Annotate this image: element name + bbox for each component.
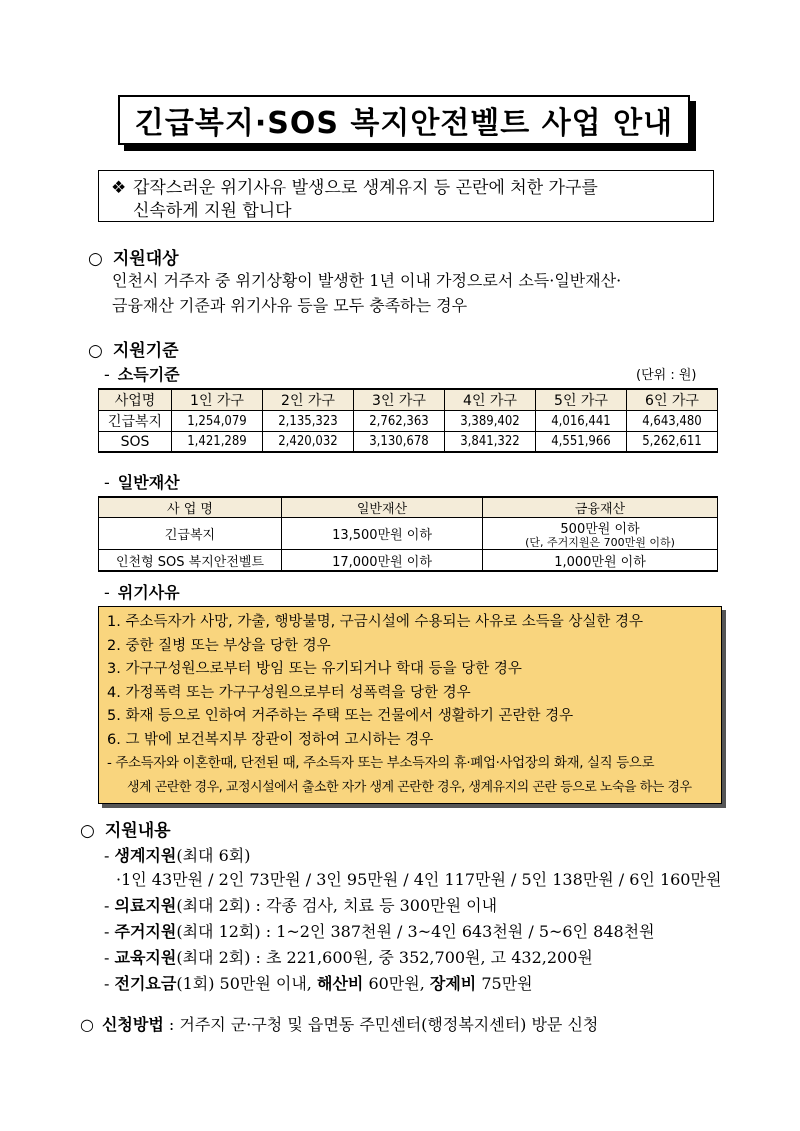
table-row: [99, 550, 718, 572]
asset-header-cell: 금융재산: [483, 497, 718, 518]
table-cell: 1,254,079: [172, 411, 263, 432]
table-cell: 13,500만원 이하: [282, 518, 483, 550]
section-heading-support: ○ 지원내용: [80, 821, 171, 841]
list-item: 5. 화재 등으로 인하여 거주하는 주택 또는 건물에서 생활하기 곤란한 경우: [107, 708, 574, 724]
table-row: [99, 432, 718, 453]
support-living-detail: ·1인 43만원 / 2인 73만원 / 3인 95만원 / 4인 117만원 / 5인 138만원 / 6인 160만원: [116, 870, 722, 889]
list-item: 1. 주소득자가 사망, 가출, 행방불명, 구금시설에 수용되는 사유로 소득을 상실한 경우: [107, 614, 643, 630]
target-description: 인천시 거주자 중 위기상황이 발생한 1년 이내 가정으로서 소득·일반재산· 금융재산 기준과 위기사유 등을 모두 충족하는 경우: [112, 271, 622, 315]
asset-table: [98, 496, 718, 572]
table-cell: 3,841,322: [445, 432, 536, 453]
table-cell: 긴급복지: [99, 518, 282, 550]
table-cell: 인천형 SOS 복지안전벨트: [99, 550, 282, 572]
income-header-cell: 1인 가구: [172, 389, 263, 411]
asset-header-row: [99, 497, 718, 518]
subheading-income: - 소득기준: [104, 365, 180, 384]
support-education: - 교육지원(최대 2회) : 초 221,600원, 중 352,700원, 고 432,200원: [104, 948, 593, 967]
support-living: - 생계지원(최대 6회): [104, 846, 251, 865]
asset-header-cell: 일반재산: [282, 497, 483, 518]
table-cell: 3,389,402: [445, 411, 536, 432]
income-header-cell: 2인 가구: [263, 389, 354, 411]
income-table: [98, 388, 718, 453]
table-cell: 1,000만원 이하: [483, 550, 718, 572]
table-cell: 2,135,323: [263, 411, 354, 432]
table-cell: 2,420,032: [263, 432, 354, 453]
table-row: [99, 518, 718, 550]
support-medical: - 의료지원(최대 2회) : 각종 검사, 치료 등 300만원 이내: [104, 896, 498, 915]
table-cell: 4,551,966: [536, 432, 627, 453]
income-header-row: [99, 389, 718, 411]
crisis-box: [98, 606, 722, 804]
asset-header-cell: 사 업 명: [99, 497, 282, 518]
income-header-cell: 6인 가구: [627, 389, 718, 411]
section-apply: ○ 신청방법 : 거주지 군·구청 및 읍면동 주민센터(행정복지센터) 방문 신청: [80, 1015, 599, 1034]
asset-note: (단, 주거지원은 700만원 이하): [525, 536, 675, 549]
diamond-bullet-icon: ❖: [111, 178, 127, 198]
intro-box: [98, 170, 714, 222]
income-header-cell: 3인 가구: [354, 389, 445, 411]
crisis-note-line-2: 생계 곤란한 경우, 교정시설에서 출소한 자가 생계 곤란한 경우, 생계유지의 곤란 등으로 노숙을 하는 경우: [127, 779, 692, 795]
subheading-crisis: - 위기사유: [104, 583, 180, 602]
list-item: 6. 그 밖에 보건복지부 장관이 정하여 고시하는 경우: [107, 731, 434, 748]
list-item: 3. 가구구성원으로부터 방임 또는 유기되거나 학대 등을 당한 경우: [107, 661, 522, 677]
crisis-note-line-1: - 주소득자와 이혼한때, 단전된 때, 주소득자 또는 부소득자의 휴·폐업·사업장의 화재, 실직 등으로: [107, 755, 655, 771]
table-cell: 2,762,363: [354, 411, 445, 432]
list-item: 4. 가정폭력 또는 가구구성원으로부터 성폭력을 당한 경우: [107, 684, 471, 701]
table-cell: 3,130,678: [354, 432, 445, 453]
section-heading-criteria: ○ 지원기준: [88, 341, 179, 361]
table-cell: 1,421,289: [172, 432, 263, 453]
table-cell: 4,016,441: [536, 411, 627, 432]
table-cell: 긴급복지: [99, 411, 172, 432]
page-title: 긴급복지·SOS 복지안전벨트 사업 안내: [118, 95, 690, 145]
table-cell: 17,000만원 이하: [282, 550, 483, 572]
table-cell: 5,262,611: [627, 432, 718, 453]
support-housing: - 주거지원(최대 12회) : 1~2인 387천원 / 3~4인 643천원 / 5~6인 848천원: [104, 922, 655, 941]
table-row: [99, 411, 718, 432]
table-cell: SOS: [99, 432, 172, 453]
table-cell: 500만원 이하 (단, 주거지원은 700만원 이하): [483, 518, 718, 550]
support-electric: - 전기요금(1회) 50만원 이내, 해산비 60만원, 장제비 75만원: [104, 974, 533, 993]
table-cell: 4,643,480: [627, 411, 718, 432]
list-item: 2. 중한 질병 또는 부상을 당한 경우: [107, 637, 331, 654]
income-header-cell: 사업명: [99, 389, 172, 411]
income-header-cell: 5인 가구: [536, 389, 627, 411]
income-unit: (단위 : 원): [636, 368, 697, 383]
section-heading-target: ○ 지원대상: [88, 249, 179, 269]
subheading-asset: - 일반재산: [104, 473, 180, 492]
income-header-cell: 4인 가구: [445, 389, 536, 411]
intro-line-1: ❖ 갑작스러운 위기사유 발생으로 생계유지 등 곤란에 처한 가구를: [111, 178, 598, 198]
intro-line-2: 신속하게 지원 합니다: [133, 201, 292, 221]
